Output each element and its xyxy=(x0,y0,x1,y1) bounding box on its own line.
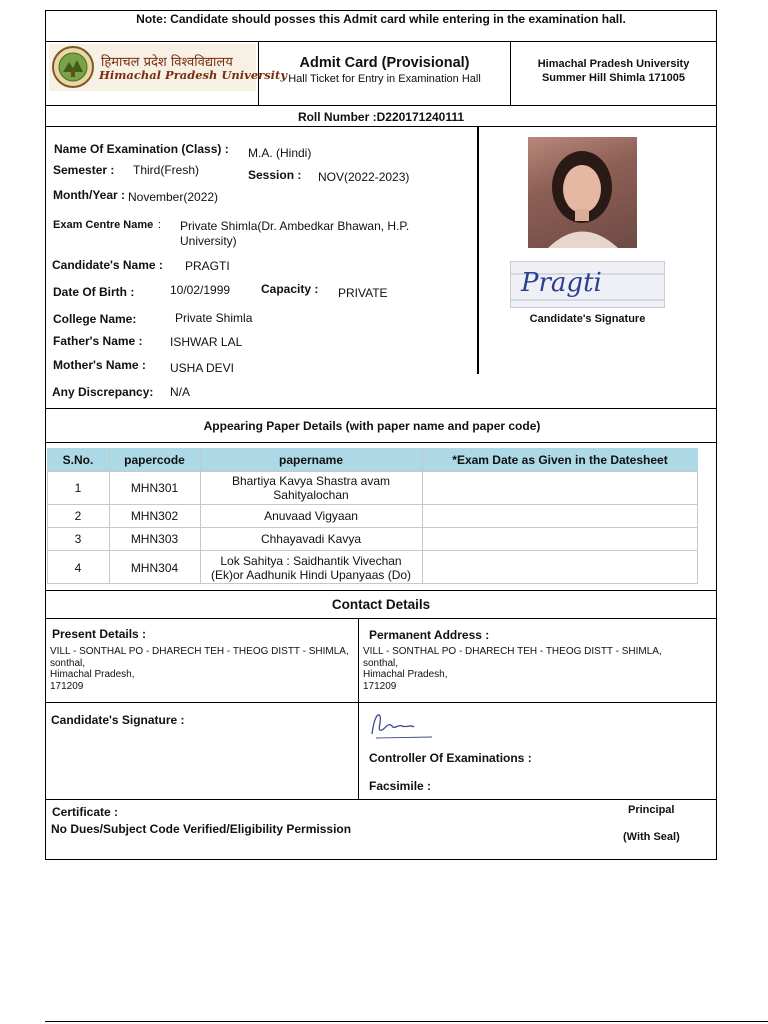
father-name-label: Father's Name : xyxy=(53,334,143,348)
candidate-name-label: Candidate's Name : xyxy=(52,258,163,272)
table-cell-papercode: MHN303 xyxy=(130,532,179,546)
dob-value: 10/02/1999 xyxy=(170,283,231,297)
college-label: College Name: xyxy=(53,312,137,326)
exam-centre-colon: : xyxy=(158,219,162,231)
papername-line: Lok Sahitya : Saidhantik Vivechan xyxy=(220,553,402,568)
exam-name-value: M.A. (Hindi) xyxy=(248,146,312,160)
university-logo xyxy=(49,44,288,91)
table-header-sno: S.No. xyxy=(47,448,109,471)
exam-centre-value-line1: Private Shimla(Dr. Ambedkar Bhawan, H.P. xyxy=(180,219,410,233)
address-line: Himachal Pradesh, xyxy=(50,669,135,680)
divider xyxy=(358,618,359,799)
controller-label: Controller Of Examinations : xyxy=(369,751,532,765)
university-name: Himachal Pradesh University xyxy=(537,58,690,70)
signature-caption: Candidate's Signature xyxy=(529,313,646,325)
present-address xyxy=(50,646,356,692)
table-cell-exam-date xyxy=(422,472,698,504)
divider xyxy=(45,442,717,443)
candidate-name-value: PRAGTI xyxy=(185,259,230,273)
dob-label: Date Of Birth : xyxy=(53,285,135,299)
divider xyxy=(45,590,717,591)
father-name-value: ISHWAR LAL xyxy=(170,335,243,349)
permanent-address xyxy=(363,646,713,692)
paper-table xyxy=(47,448,698,584)
exam-centre-value-line2: University) xyxy=(180,234,237,248)
page-subtitle: Hall Ticket for Entry in Examination Hall xyxy=(288,73,481,85)
frame-left xyxy=(45,10,46,860)
person-photo-icon xyxy=(528,137,637,248)
divider xyxy=(45,799,717,800)
capacity-value: PRIVATE xyxy=(338,286,388,300)
candidate-signature-image xyxy=(510,261,665,308)
principal-label: Principal xyxy=(628,804,675,816)
semester-value: Third(Fresh) xyxy=(133,163,200,177)
exam-name-label: Name Of Examination (Class) : xyxy=(54,142,229,156)
contact-section-title: Contact Details xyxy=(331,597,431,612)
table-cell-sno: 3 xyxy=(74,532,82,546)
papername-line: (Ek)or Aadhunik Hindi Upanyaas (Do) xyxy=(210,567,412,582)
papername-line: Sahityalochan xyxy=(273,488,349,502)
exam-centre-label: Exam Centre Name xyxy=(53,219,154,231)
divider xyxy=(45,702,717,703)
mother-name-value: USHA DEVI xyxy=(170,361,235,375)
table-cell-sno: 2 xyxy=(74,509,82,523)
month-year-value: November(2022) xyxy=(128,190,219,204)
present-details-label: Present Details : xyxy=(52,627,147,641)
table-cell-sno: 4 xyxy=(74,560,82,575)
table-header-exam-date: *Exam Date as Given in the Datesheet xyxy=(422,448,698,471)
month-year-label: Month/Year : xyxy=(53,188,126,202)
certificate-label: Certificate : xyxy=(52,805,119,819)
address-line: VILL - SONTHAL PO - DHARECH TEH - THEOG DISTT - SHIMLA, xyxy=(50,646,349,657)
session-label: Session : xyxy=(248,168,302,182)
table-cell-exam-date xyxy=(422,505,698,527)
divider xyxy=(45,618,717,619)
table-cell-sno: 1 xyxy=(74,481,82,495)
emblem-icon xyxy=(49,44,99,91)
logo-english-text: Himachal Pradesh University xyxy=(99,68,288,82)
discrepancy-label: Any Discrepancy: xyxy=(52,385,154,399)
page-title: Admit Card (Provisional) xyxy=(299,55,470,71)
divider xyxy=(45,126,717,127)
table-header-papercode: papercode xyxy=(109,448,200,471)
divider xyxy=(45,408,717,409)
capacity-label: Capacity : xyxy=(261,282,319,296)
address-line: 171209 xyxy=(50,680,84,692)
table-cell-papercode: MHN304 xyxy=(130,560,179,575)
table-cell-papername xyxy=(200,472,422,504)
table-cell-papercode: MHN302 xyxy=(130,509,179,523)
note-text: Note: Candidate should posses this Admit card while entering in the examination hall. xyxy=(136,12,626,26)
paper-section-title: Appearing Paper Details (with paper name and paper code) xyxy=(203,419,541,433)
table-header-papername: papername xyxy=(200,448,422,471)
semester-label: Semester : xyxy=(53,163,115,177)
frame-top xyxy=(45,10,717,11)
table-cell-papername: Chhayavadi Kavya xyxy=(260,532,362,546)
session-value: NOV(2022-2023) xyxy=(318,170,410,184)
frame-bottom xyxy=(45,859,717,860)
divider xyxy=(45,105,717,106)
divider xyxy=(45,41,717,42)
candidate-photo xyxy=(528,137,637,248)
page-rule xyxy=(45,1021,768,1022)
roll-number: Roll Number :D220171240111 xyxy=(297,110,465,124)
table-cell-papername xyxy=(200,551,422,584)
address-line: sonthal, xyxy=(50,657,86,669)
facsimile-label: Facsimile : xyxy=(369,779,432,793)
frame-right xyxy=(716,10,717,860)
mother-name-label: Mother's Name : xyxy=(53,358,146,372)
permanent-address-label: Permanent Address : xyxy=(369,628,490,642)
address-line: VILL - SONTHAL PO - DHARECH TEH - THEOG DISTT - SHIMLA, xyxy=(363,646,662,657)
address-line: 171209 xyxy=(363,680,397,692)
table-cell-papercode: MHN301 xyxy=(130,481,179,495)
address-line: Himachal Pradesh, xyxy=(363,669,448,680)
papername-line: Bhartiya Kavya Shastra avam xyxy=(231,474,391,488)
discrepancy-value: N/A xyxy=(170,385,191,399)
table-cell-exam-date xyxy=(422,551,698,584)
table-cell-papername: Anuvaad Vigyaan xyxy=(264,509,358,523)
divider xyxy=(477,126,479,374)
address-line: sonthal, xyxy=(363,657,399,669)
certificate-text: No Dues/Subject Code Verified/Eligibility Permission xyxy=(51,822,352,836)
candidate-signature-text: Pragti xyxy=(521,268,602,298)
university-address: Summer Hill Shimla 171005 xyxy=(541,72,686,84)
college-value: Private Shimla xyxy=(175,311,253,325)
table-cell-exam-date xyxy=(422,528,698,550)
controller-signature-icon xyxy=(366,708,438,744)
candidate-signature-label: Candidate's Signature : xyxy=(51,713,185,727)
logo-hindi-text: हिमाचल प्रदेश विश्वविद्यालय xyxy=(101,55,233,70)
seal-label: (With Seal) xyxy=(623,831,680,843)
